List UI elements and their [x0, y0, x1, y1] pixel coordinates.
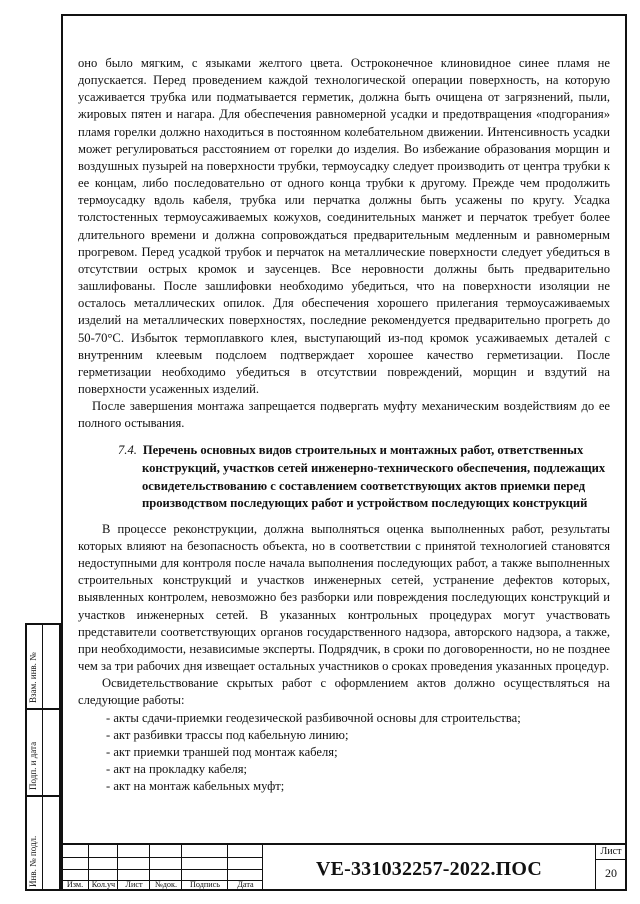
- paragraph-reconstruction: В процессе реконструкции, должна выполняться оценка выполненных работ, результаты которых влияют на безопасность объекта, но в соответствии с принятой технологией становятся недоступными для контроля после начала выполнения последующих работ, а также выполненных строительных конструкций и участков инженерных сетей, устранение дефектов которых, выявленных контролем, невозможно без разборки или повреждения последующих конструкций и участков инженерных сетей. В указанных контрольных процедурах могут участвовать представители соответствующих органов государственного надзора, авторского надзора, а также, при необходимости, независимые эксперты. Подрядчик, в сроки по договоренности, но не позднее чем за три рабочих дня извещает остальных участников о сроках проведения указанных процедур.: [78, 521, 610, 674]
- sheet-number: 20: [605, 866, 617, 880]
- side-label-sign-date: Подп. и дата: [28, 741, 38, 790]
- paragraph-after-mounting: После завершения монтажа запрещается подвергать муфту механическим воздействиям до ее полного остывания.: [78, 399, 610, 431]
- col-list: Лист: [125, 880, 143, 889]
- document-number: VE-331032257-2022.ПОС: [315, 858, 543, 880]
- list-item: - акты сдачи-приемки геодезической разбивочной основы для строительства;: [106, 710, 521, 725]
- sheet-label: Лист: [600, 846, 622, 857]
- works-list: [78, 710, 610, 796]
- col-izm: Изм.: [66, 880, 84, 889]
- list-item: - акт разбивки трассы под кабельную линию;: [106, 727, 349, 742]
- section-heading: [118, 442, 610, 512]
- paragraph-hidden-works: Освидетельствование скрытых работ с оформлением актов должно осуществляться на следующие работы:: [78, 676, 610, 708]
- list-item: - акт на монтаж кабельных муфт;: [106, 779, 285, 794]
- section-title: Перечень основных видов строительных и монтажных работ, ответственных конструкций, участков сетей инженерно-технического обеспечения, подлежащих освидетельствованию с составлением соответствующих актов приемки перед производством последующих работ и устройством последующих конструкций: [142, 443, 606, 511]
- side-label-inv-orig: Инв. № подл.: [28, 835, 38, 887]
- list-item: - акт приемки траншей под монтаж кабеля;: [106, 744, 338, 759]
- side-stamp: [25, 623, 61, 891]
- paragraph-heat-shrink: оно было мягким, с языками желтого цвета. Остроконечное клиновидное синее пламя не допускается. Перед проведением каждой технологической операции поверхность, на которую усаживается трубка или подматывается герметик, должна быть очищена от загрязнений, пыли, жировых пятен и нагара. Для обеспечения равномерной усадки и предотвращения «подгорания» пламя горелки должно находиться в постоянном колебательном движении. Интенсивность усадки может регулироваться расстоянием от горелки до изделия. Во избежание образования морщин и воздушных пузырей на поверхности трубки, термоусадку следует производить от центра трубки к ее концам, либо последовательно от одного конца трубки к другому. Прежде чем продолжить термоусадку вдоль кабеля, трубка или перчатка должны быть усажены по кругу. Усадка толстостенных термоусаживаемых кожухов, соединительных манжет и перчаток требует более длительного времени и должна сопровождаться предварительным медленным и равномерным прогревом. Перед усадкой трубок и перчаток на металлические поверхности следует убедиться в отсутствии острых кромок и заусенцев. Все неровности должны быть предварительно зашлифованы. После зашлифовки необходимо убедиться, что на поверхности изоляции не осталось металлических опилок. Для обеспечения хорошего прилегания термоусаживаемых изделий на металлических поверхностях, последние рекомендуется предварительно прогреть до 50-70°С. Избыток термоплавкого клея, выступающий из-под кромок усаживаемых деталей с внутренним клеевым подслоем подтверждает хорошее качество герметизации. После герметизации необходимо убедиться в отсутствии повреждений, морщин и вздутий на поверхности усаженных изделий.: [78, 56, 610, 396]
- col-koluch: Кол.уч: [91, 880, 116, 889]
- list-item: - акт на прокладку кабеля;: [106, 762, 248, 776]
- side-label-replace-inv: Взам. инв. №: [28, 652, 38, 703]
- col-podpis: Подпись: [189, 880, 221, 889]
- col-data: Дата: [237, 880, 254, 889]
- section-number: 7.4.: [118, 443, 137, 458]
- col-ndok: №док.: [154, 880, 178, 889]
- document-body: [78, 55, 610, 795]
